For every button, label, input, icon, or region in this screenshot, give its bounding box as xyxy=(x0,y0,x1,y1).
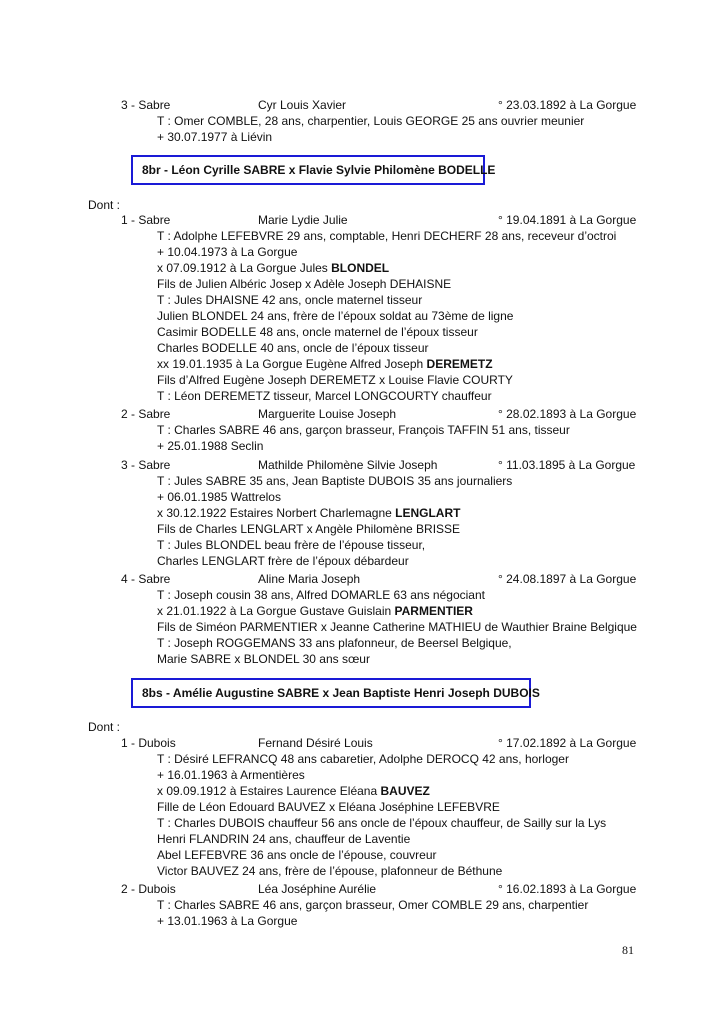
detail-line: Henri FLANDRIN 24 ans, chauffeur de Laventie xyxy=(157,832,411,846)
detail-line: Charles LENGLART frère de l’époux débardeur xyxy=(157,554,409,568)
detail-line: Fils de Siméon PARMENTIER x Jeanne Catherine MATHIEU de Wauthier Braine Belgique xyxy=(157,620,637,634)
family-header-title: 8bs - Amélie Augustine SABRE x Jean Baptiste Henri Joseph DUBOIS xyxy=(142,686,540,700)
dont-label: Dont : xyxy=(88,720,121,734)
detail-line: T : Désiré LEFRANCQ 48 ans cabaretier, Adolphe DEROCQ 42 ans, horloger xyxy=(157,752,569,766)
child-birth: ° 24.08.1897 à La Gorgue xyxy=(498,572,637,586)
marriage-text: x 21.01.1922 à La Gorgue Gustave Guislain xyxy=(157,604,395,618)
child-name: Léa Joséphine Aurélie xyxy=(258,882,377,896)
detail-line: + 16.01.1963 à Armentières xyxy=(157,768,305,782)
child-name: Mathilde Philomène Silvie Joseph xyxy=(258,458,438,472)
detail-line: Abel LEFEBVRE 36 ans oncle de l’épouse, couvreur xyxy=(157,848,437,862)
child-birth: ° 11.03.1895 à La Gorgue xyxy=(498,458,636,472)
dont-label: Dont : xyxy=(88,198,121,212)
child-name: Cyr Louis Xavier xyxy=(258,98,347,112)
child-number: 4 - Sabre xyxy=(121,572,171,586)
child-birth: ° 19.04.1891 à La Gorgue xyxy=(498,213,637,227)
child-number: 3 - Sabre xyxy=(121,98,171,112)
child-number: 1 - Sabre xyxy=(121,213,171,227)
detail-line: T : Omer COMBLE, 28 ans, charpentier, Louis GEORGE 25 ans ouvrier meunier xyxy=(157,114,585,128)
detail-line: Victor BAUVEZ 24 ans, frère de l’épouse, plafonneur de Béthune xyxy=(157,864,503,878)
marriage-line xyxy=(157,603,473,619)
detail-line: T : Joseph ROGGEMANS 33 ans plafonneur, de Beersel Belgique, xyxy=(157,636,512,650)
child-birth: ° 17.02.1892 à La Gorgue xyxy=(498,736,637,750)
detail-line: T : Adolphe LEFEBVRE 29 ans, comptable, Henri DECHERF 28 ans, receveur d’octroi xyxy=(157,229,617,243)
spouse-surname: PARMENTIER xyxy=(394,604,473,618)
detail-line: + 25.01.1988 Seclin xyxy=(157,439,264,453)
child-name: Marie Lydie Julie xyxy=(258,213,348,227)
marriage-text: x 07.09.1912 à La Gorgue Jules xyxy=(157,261,332,275)
child-birth: ° 16.02.1893 à La Gorgue xyxy=(498,882,637,896)
child-name: Fernand Désiré Louis xyxy=(258,736,373,750)
detail-line: T : Jules DHAISNE 42 ans, oncle maternel tisseur xyxy=(157,293,423,307)
child-number: 2 - Sabre xyxy=(121,407,171,421)
child-number: 1 - Dubois xyxy=(121,736,176,750)
detail-line: + 10.04.1973 à La Gorgue xyxy=(157,245,298,259)
child-name: Aline Maria Joseph xyxy=(258,572,361,586)
detail-line: Fils d’Alfred Eugène Joseph DEREMETZ x Louise Flavie COURTY xyxy=(157,373,513,387)
child-name: Marguerite Louise Joseph xyxy=(258,407,397,421)
child-number: 3 - Sabre xyxy=(121,458,171,472)
detail-line: + 06.01.1985 Wattrelos xyxy=(157,490,281,504)
detail-line: T : Léon DEREMETZ tisseur, Marcel LONGCOURTY chauffeur xyxy=(157,389,492,403)
marriage-text: xx 19.01.1935 à La Gorgue Eugène Alfred Joseph xyxy=(157,357,427,371)
detail-line: Charles BODELLE 40 ans, oncle de l’époux tisseur xyxy=(157,341,429,355)
detail-line: T : Charles SABRE 46 ans, garçon brasseur, François TAFFIN 51 ans, tisseur xyxy=(157,423,570,437)
child-birth: ° 28.02.1893 à La Gorgue xyxy=(498,407,637,421)
detail-line: Casimir BODELLE 48 ans, oncle maternel de l’époux tisseur xyxy=(157,325,478,339)
detail-line: T : Jules SABRE 35 ans, Jean Baptiste DUBOIS 35 ans journaliers xyxy=(157,474,513,488)
detail-line: T : Charles DUBOIS chauffeur 56 ans oncle de l’époux chauffeur, de Sailly sur la Lys xyxy=(157,816,607,830)
detail-line: Julien BLONDEL 24 ans, frère de l’époux soldat au 73ème de ligne xyxy=(157,309,514,323)
spouse-surname: DEREMETZ xyxy=(426,357,493,371)
detail-line: Fils de Julien Albéric Josep x Adèle Joseph DEHAISNE xyxy=(157,277,452,291)
spouse-surname: LENGLART xyxy=(395,506,461,520)
marriage-line xyxy=(157,260,389,276)
spouse-surname: BAUVEZ xyxy=(380,784,430,798)
detail-line: T : Jules BLONDEL beau frère de l’épouse tisseur, xyxy=(157,538,426,552)
marriage-line xyxy=(157,783,430,799)
detail-line: T : Charles SABRE 46 ans, garçon brasseur, Omer COMBLE 29 ans, charpentier xyxy=(157,898,589,912)
spouse-surname: BLONDEL xyxy=(331,261,390,275)
marriage-line xyxy=(157,505,460,521)
detail-line: T : Joseph cousin 38 ans, Alfred DOMARLE 63 ans négociant xyxy=(157,588,485,602)
child-number: 2 - Dubois xyxy=(121,882,176,896)
marriage-text: x 09.09.1912 à Estaires Laurence Eléana xyxy=(157,784,381,798)
page-number: 81 xyxy=(622,943,634,957)
child-birth: ° 23.03.1892 à La Gorgue xyxy=(498,98,637,112)
detail-line: Fille de Léon Edouard BAUVEZ x Eléana Joséphine LEFEBVRE xyxy=(157,800,500,814)
detail-line: Marie SABRE x BLONDEL 30 ans sœur xyxy=(157,652,370,666)
marriage-line xyxy=(157,356,493,372)
detail-line: + 13.01.1963 à La Gorgue xyxy=(157,914,298,928)
detail-line: Fils de Charles LENGLART x Angèle Philomène BRISSE xyxy=(157,522,461,536)
detail-line: + 30.07.1977 à Liévin xyxy=(157,130,273,144)
marriage-text: x 30.12.1922 Estaires Norbert Charlemagne xyxy=(157,506,396,520)
family-header-title: 8br - Léon Cyrille SABRE x Flavie Sylvie Philomène BODELLE xyxy=(142,163,496,177)
